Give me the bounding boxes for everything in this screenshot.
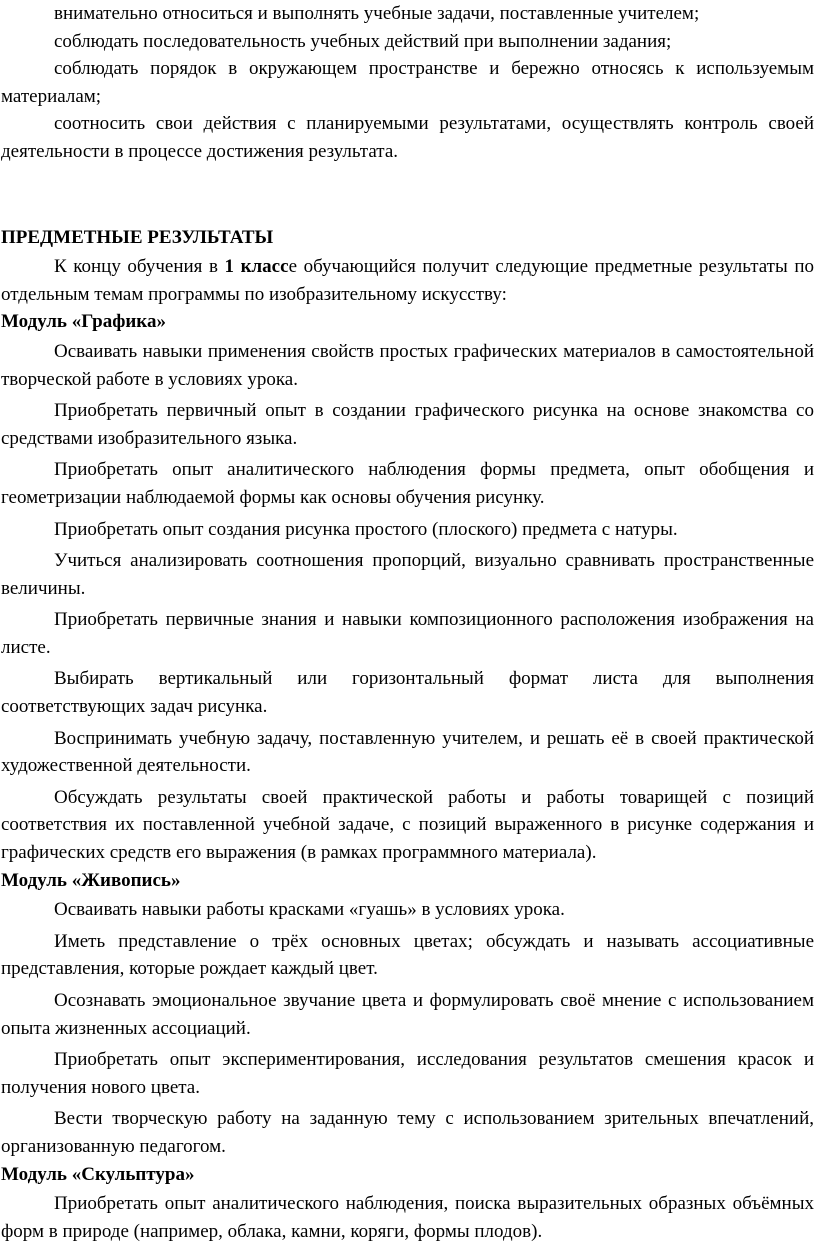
lead-text-mid: е: [288, 256, 297, 278]
graphics-item: Осваивать навыки применения свойств простых графических материалов в самостоятельной творческой работе в условиях урока.: [1, 340, 814, 390]
graphics-item: Приобретать первичный опыт в создании графического рисунка на основе знакомства со средствами изобразительного языка.: [1, 400, 814, 449]
sculpture-item: Приобретать опыт аналитического наблюдения, поиска выразительных образных объёмных форм в природе (например, облака, камни, коряги, формы плодов).: [1, 1193, 814, 1242]
intro-item: внимательно относиться и выполнять учебные задачи, поставленные учителем;: [54, 3, 700, 24]
spacer: [1, 166, 814, 224]
graphics-item: Приобретать опыт аналитического наблюдения формы предмета, опыт обобщения и геометризации наблюдаемой формы как основы обучения рисунку.: [1, 459, 814, 508]
lead-text-before: К концу обучения в: [54, 256, 225, 278]
intro-item: соотносить свои действия с планируемыми результатами, осуществлять контроль своей деятельности в процессе достижения результата.: [1, 113, 814, 162]
graphics-item: Воспринимать учебную задачу, поставленную учителем, и решать её в своей практической художественной деятельности.: [1, 727, 814, 777]
graphics-item: Выбирать вертикальный или горизонтальный формат листа для выполнения соответствующих задач рисунка.: [1, 668, 814, 718]
painting-item: Иметь представление о трёх основных цветах; обсуждать и называть ассоциативные представления, которые рождает каждый цвет.: [1, 930, 814, 980]
module-title-painting: Модуль «Живопись»: [1, 869, 181, 891]
lead-text-after: обучающийся получит следующие предметные результаты по отдельным темам программы по изобразительному искусству:: [1, 256, 814, 305]
lead-paragraph: [1, 253, 814, 308]
intro-item: соблюдать порядок в окружающем пространстве и бережно относясь к используемым материалам;: [1, 58, 814, 107]
lead-class-bold: 1 класс: [224, 256, 289, 278]
painting-item: Осознавать эмоциональное звучание цвета и формулировать своё мнение с использованием опыта жизненных ассоциаций.: [1, 990, 814, 1039]
graphics-item: Приобретать первичные знания и навыки композиционного расположения изображения на листе.: [1, 609, 814, 658]
intro-item: соблюдать последовательность учебных действий при выполнении задания;: [54, 30, 672, 52]
graphics-item: Обсуждать результаты своей практической работы и работы товарищей с позиций соответствия их поставленной учебной задаче, с позиций выраженного в рисунке содержания и графических средств его выражения (в рамках программного материала).: [1, 786, 814, 864]
section-title: ПРЕДМЕТНЫЕ РЕЗУЛЬТАТЫ: [1, 226, 274, 248]
module-title-graphics: Модуль «Графика»: [1, 311, 166, 333]
graphics-item: Учиться анализировать соотношения пропорций, визуально сравнивать пространственные величины.: [1, 550, 814, 599]
painting-item: Вести творческую работу на заданную тему с использованием зрительных впечатлений, организованную педагогом.: [1, 1108, 814, 1157]
module-title-sculpture: Модуль «Скульптура»: [1, 1163, 195, 1185]
painting-item: Осваивать навыки работы красками «гуашь» в условиях урока.: [54, 899, 565, 921]
graphics-item: Приобретать опыт создания рисунка простого (плоского) предмета с натуры.: [54, 518, 678, 540]
painting-item: Приобретать опыт экспериментирования, исследования результатов смешения красок и получения нового цвета.: [1, 1049, 814, 1098]
